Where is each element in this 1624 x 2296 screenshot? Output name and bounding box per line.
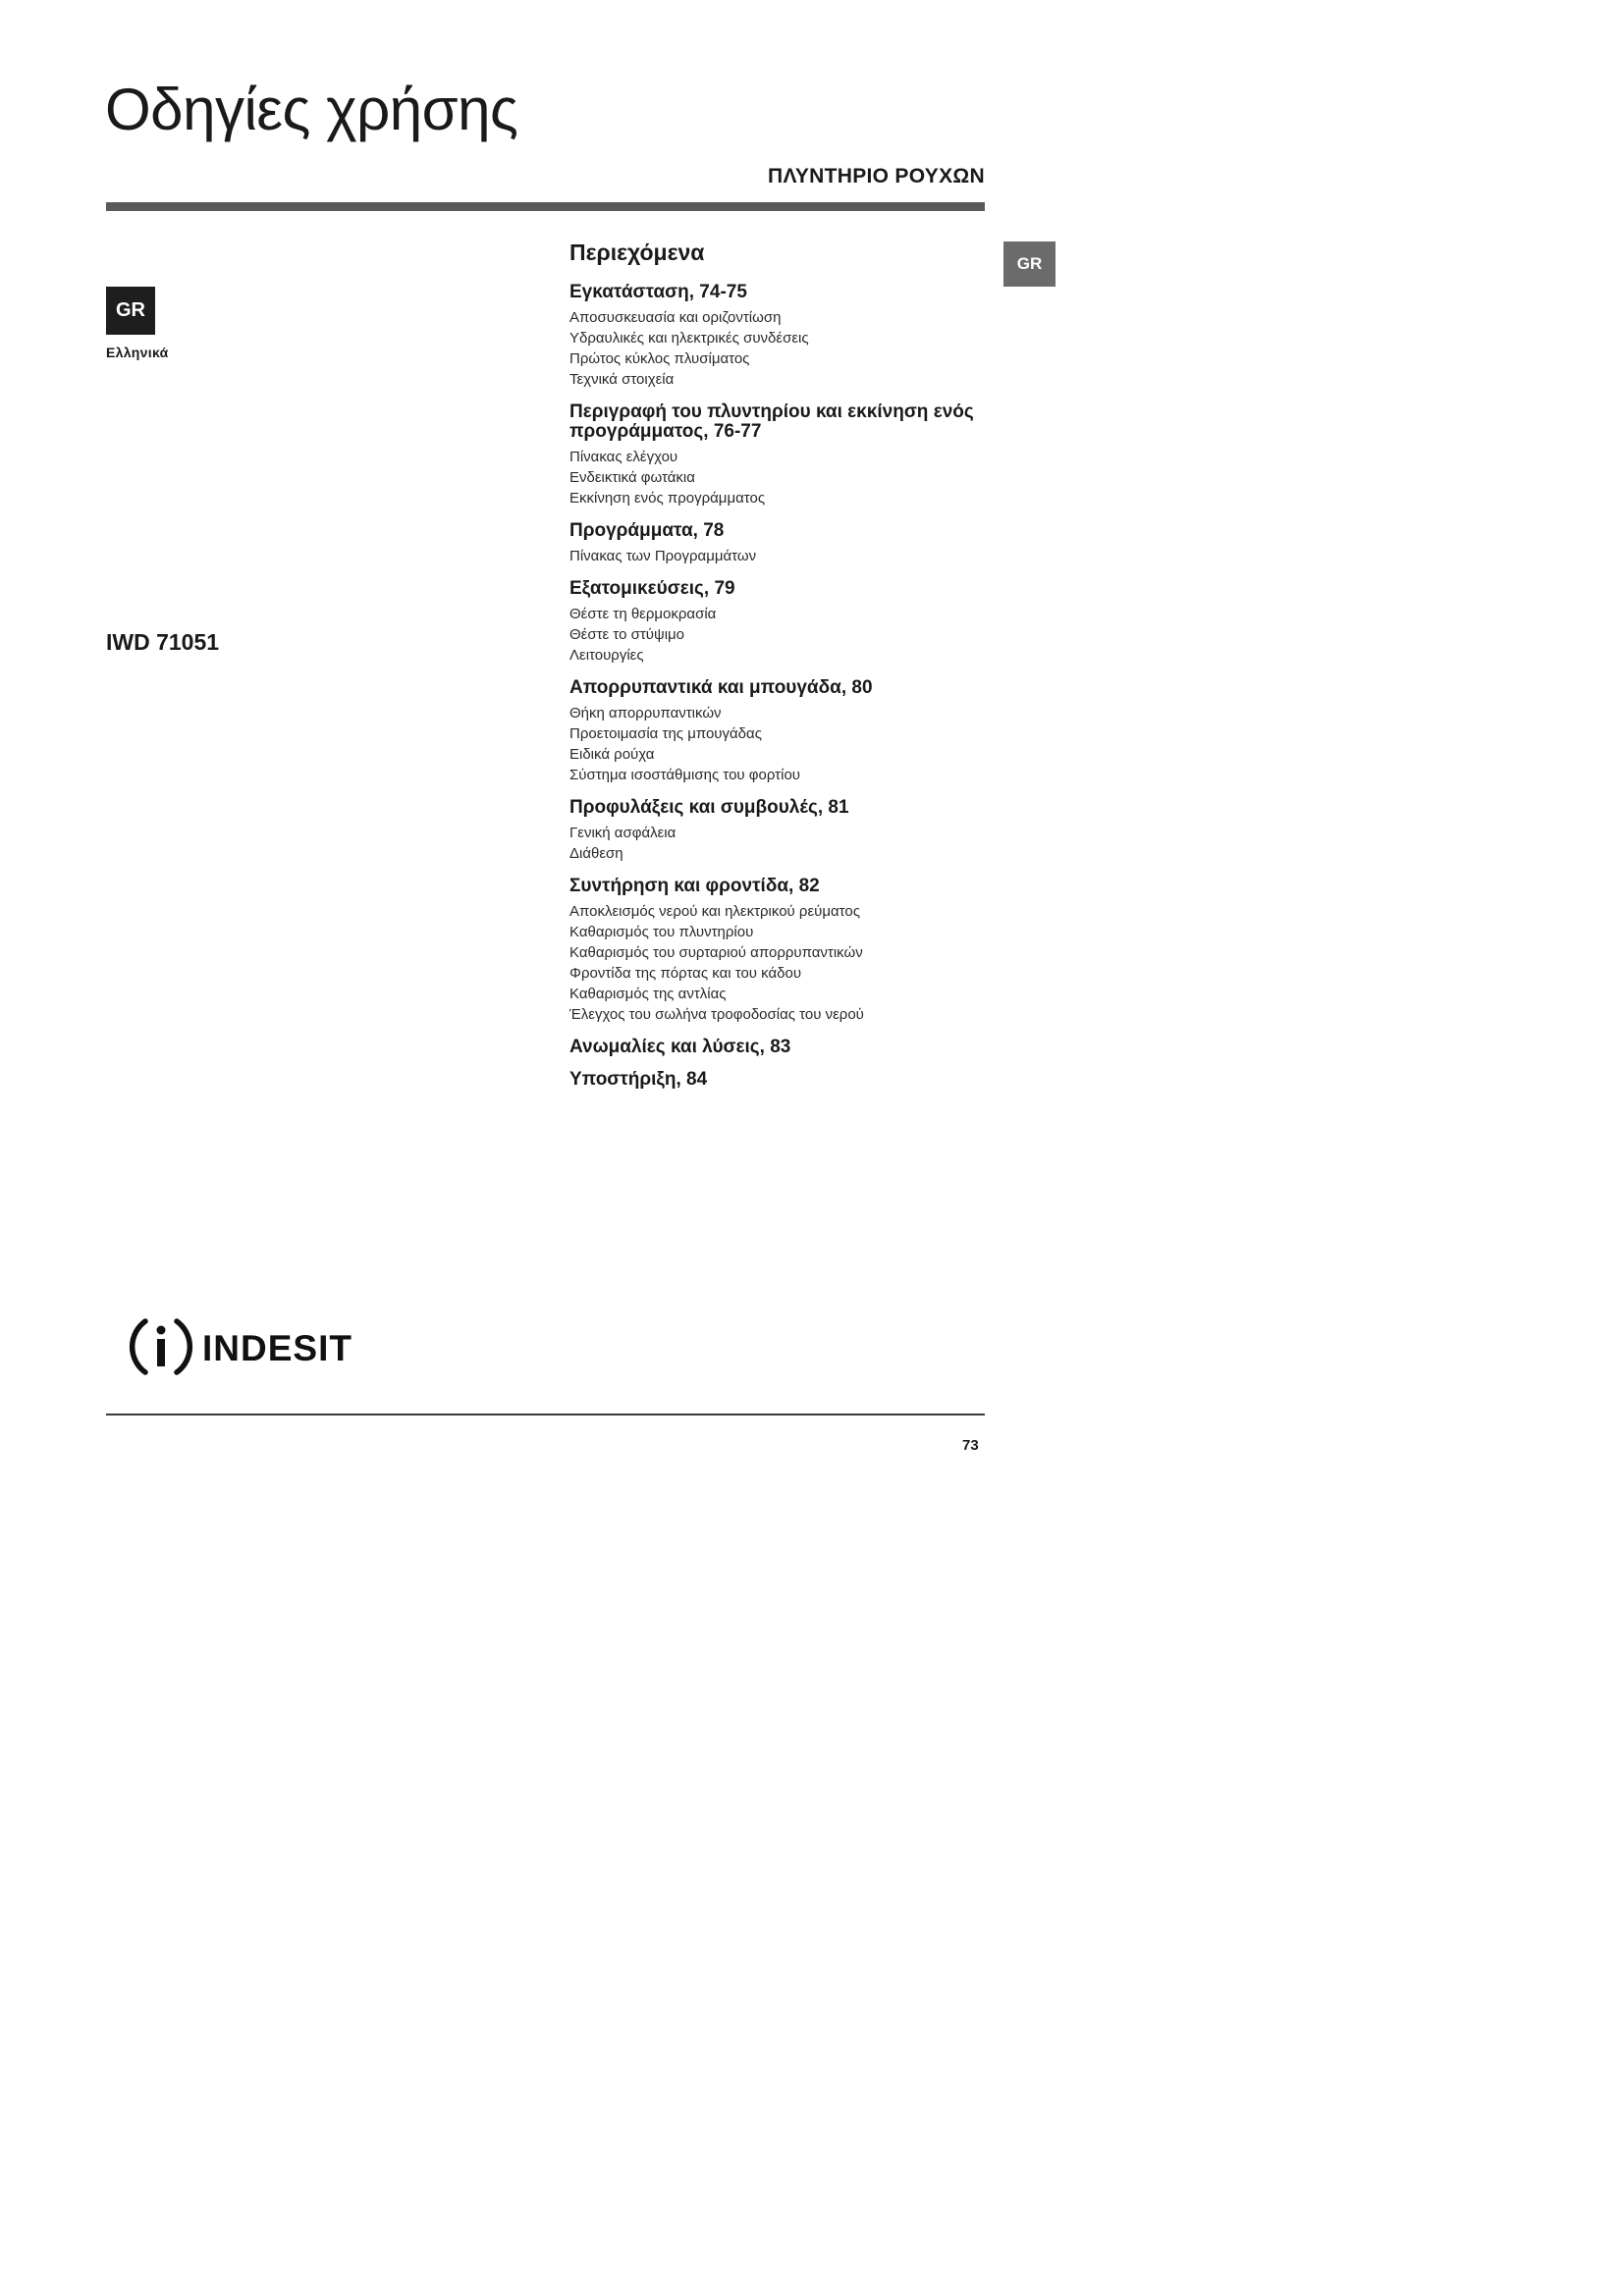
toc-section-title: Περιγραφή του πλυντηρίου και εκκίνηση ενός προγράμματος, 76-77 — [569, 401, 974, 442]
toc-section — [569, 283, 987, 390]
toc-item: Πίνακας των Προγραμμάτων — [569, 548, 757, 564]
toc-section — [569, 1038, 987, 1057]
toc-item: Γενική ασφάλεια — [569, 825, 677, 841]
toc-section-title: Εξατομικεύσεις, 79 — [569, 578, 735, 599]
toc-section-title: Ανωμαλίες και λύσεις, 83 — [569, 1037, 791, 1057]
toc-section — [569, 877, 987, 1025]
toc-section — [569, 402, 987, 508]
toc-item: Πίνακας ελέγχου — [569, 449, 678, 465]
toc-item: Λειτουργίες — [569, 647, 644, 664]
toc-section — [569, 798, 987, 864]
language-label: Ελληνικά — [106, 345, 169, 360]
toc-item: Ειδικά ρούχα — [569, 746, 655, 763]
toc-item: Φροντίδα της πόρτας και του κάδου — [569, 965, 802, 982]
toc-section-title: Συντήρηση και φροντίδα, 82 — [569, 876, 820, 896]
toc-item: Προετοιμασία της μπουγάδας — [569, 725, 762, 742]
footer-divider — [106, 1414, 985, 1415]
header-divider — [106, 202, 985, 211]
brand-mark-dot — [157, 1326, 166, 1335]
toc-item: Θήκη απορρυπαντικών — [569, 705, 722, 721]
toc-item: Ενδεικτικά φωτάκια — [569, 469, 695, 486]
toc-section-title: Προφυλάξεις και συμβουλές, 81 — [569, 797, 849, 818]
model-number: IWD 71051 — [106, 629, 220, 655]
toc-item: Υδραυλικές και ηλεκτρικές συνδέσεις — [569, 330, 809, 347]
toc-section — [569, 579, 987, 666]
toc-item: Έλεγχος του σωλήνα τροφοδοσίας του νερού — [569, 1006, 864, 1023]
language-badge: GR — [106, 287, 155, 335]
toc-item: Θέστε το στύψιμο — [569, 626, 685, 643]
brand-mark-stem — [157, 1339, 165, 1366]
indesit-logo — [126, 1311, 381, 1382]
toc-item: Σύστημα ισοστάθμισης του φορτίου — [569, 767, 800, 783]
toc-item: Εκκίνηση ενός προγράμματος — [569, 490, 766, 507]
toc-section-title: Εγκατάσταση, 74-75 — [569, 282, 747, 302]
toc-item: Αποκλεισμός νερού και ηλεκτρικού ρεύματος — [569, 903, 860, 920]
page-number: 73 — [962, 1437, 979, 1454]
toc-heading: Περιεχόμενα — [569, 240, 705, 265]
toc-section-title: Απορρυπαντικά και μπουγάδα, 80 — [569, 677, 873, 698]
toc-item: Τεχνικά στοιχεία — [569, 371, 675, 388]
toc-item: Αποσυσκευασία και οριζοντίωση — [569, 309, 782, 326]
document-title: Οδηγίες χρήσης — [105, 77, 518, 142]
toc-item: Καθαρισμός της αντλίας — [569, 986, 727, 1002]
toc-item: Θέστε τη θερμοκρασία — [569, 606, 717, 622]
toc-section — [569, 521, 987, 566]
table-of-contents — [569, 283, 987, 1102]
toc-section — [569, 1070, 987, 1090]
toc-item: Καθαρισμός του συρταριού απορρυπαντικών — [569, 944, 863, 961]
toc-item: Πρώτος κύκλος πλυσίματος — [569, 350, 750, 367]
toc-item: Καθαρισμός του πλυντηρίου — [569, 924, 754, 940]
brand-wordmark: INDESIT — [202, 1328, 352, 1368]
toc-section-title: Προγράμματα, 78 — [569, 520, 725, 541]
toc-section — [569, 678, 987, 785]
toc-section-title: Υποστήριξη, 84 — [569, 1069, 708, 1090]
toc-item: Διάθεση — [569, 845, 623, 862]
side-language-tab: GR — [1003, 241, 1056, 287]
product-type: ΠΛΥΝΤΗΡΙΟ ΡΟΥΧΩΝ — [767, 165, 985, 187]
